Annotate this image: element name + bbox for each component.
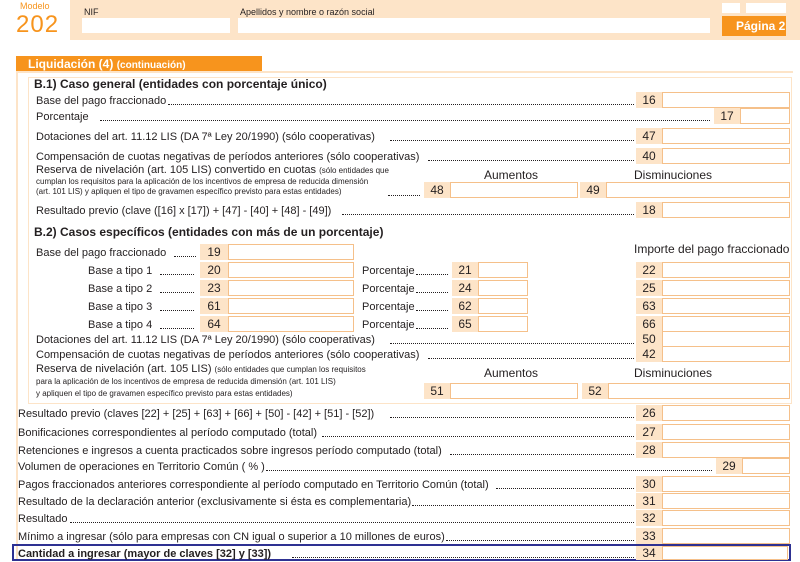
b2-res-small: (sólo entidades que cumplan los requisitos	[214, 365, 366, 374]
leader-dots	[322, 436, 634, 437]
summary-label: Resultado	[18, 513, 68, 525]
b2-row-imp-field[interactable]	[662, 280, 790, 296]
box-number: 48	[424, 182, 450, 198]
b2-comp-field[interactable]	[662, 346, 790, 362]
box-number: 62	[452, 298, 478, 314]
b2-res-main: Reserva de nivelación (art. 105 LIS)	[36, 363, 212, 375]
b1-result-field[interactable]	[662, 202, 790, 218]
box-number: 19	[200, 244, 228, 260]
b2-row-pct-label: Porcentaje	[362, 265, 415, 277]
b2-row-pct-label: Porcentaje	[362, 319, 415, 331]
box-number: 65	[452, 316, 478, 332]
leader-dots	[446, 540, 634, 541]
b1-res-line1	[36, 163, 389, 178]
box-number: 20	[200, 262, 228, 278]
leader-dots	[266, 470, 712, 471]
header-spacer-box	[722, 3, 740, 13]
b2-aumentos: Aumentos	[484, 366, 539, 380]
box-number: 21	[452, 262, 478, 278]
name-field[interactable]	[238, 18, 710, 33]
b1-result-label: Resultado previo (clave ([16] x [17]) + [47] - [40] + [48] - [49])	[36, 205, 332, 217]
leader-dots	[390, 343, 634, 344]
nif-field[interactable]	[82, 18, 230, 33]
summary-label: Volumen de operaciones en Territorio Común ( % )	[18, 461, 265, 473]
summary-field[interactable]	[742, 458, 790, 474]
b2-comp-label: Compensación de cuotas negativas de períodos anteriores (sólo cooperativas)	[36, 349, 420, 361]
section-title-main: Liquidación (4)	[28, 57, 114, 71]
b2-row-imp-field[interactable]	[662, 298, 790, 314]
box-number: 25	[636, 280, 662, 296]
leader-dots	[168, 104, 634, 105]
leader-dots	[160, 328, 194, 329]
b2-row-label: Base a tipo 4	[88, 319, 153, 331]
box-number: 52	[582, 383, 608, 399]
box-number: 34	[636, 546, 662, 560]
box-number: 30	[636, 476, 662, 492]
leader-dots	[390, 417, 634, 418]
b1-base-field[interactable]	[662, 92, 790, 108]
b2-row-imp-field[interactable]	[662, 316, 790, 332]
leader-dots	[160, 292, 194, 293]
b1-disminuciones: Disminuciones	[634, 168, 713, 182]
leader-dots	[416, 310, 448, 311]
leader-dots	[416, 292, 448, 293]
box-number: 50	[636, 331, 662, 347]
b2-dot-field[interactable]	[662, 331, 790, 347]
b2-base-field[interactable]	[228, 244, 354, 260]
nif-label: NIF	[84, 7, 99, 17]
b1-disminuciones-field[interactable]	[606, 182, 790, 198]
box-number: 33	[636, 528, 662, 544]
box-number: 27	[636, 424, 662, 440]
leader-dots	[428, 160, 634, 161]
leader-dots	[160, 274, 194, 275]
box-number: 17	[714, 108, 740, 124]
box-number: 49	[580, 182, 606, 198]
leader-dots	[416, 328, 448, 329]
box-number: 47	[636, 128, 662, 144]
leader-dots	[292, 557, 634, 558]
box-number: 66	[636, 316, 662, 332]
leader-dots	[174, 256, 196, 257]
box-number: 22	[636, 262, 662, 278]
box-number: 63	[636, 298, 662, 314]
box-number: 24	[452, 280, 478, 296]
b1-dot-label: Dotaciones del art. 11.12 LIS (DA 7ª Ley 20/1990) (sólo cooperativas)	[36, 131, 375, 143]
form-header	[0, 0, 800, 48]
b1-aumentos-field[interactable]	[450, 182, 578, 198]
summary-label: Mínimo a ingresar (sólo para empresas con CN igual o superior a 10 millones de euros)	[18, 531, 445, 543]
box-number: 32	[636, 510, 662, 526]
box-number: 61	[200, 298, 228, 314]
b2-disminuciones-field[interactable]	[608, 383, 790, 399]
leader-dots	[342, 214, 634, 215]
summary-field[interactable]	[662, 442, 790, 458]
b1-res-line3: (art. 101 LIS) y apliquen el tipo de gravamen específico previsto para estas entidades)	[36, 187, 342, 196]
b2-res-line1	[36, 362, 366, 377]
b2-heading: B.2) Casos específicos (entidades con más de un porcentaje)	[34, 225, 384, 239]
b2-base-label: Base del pago fraccionado	[36, 247, 167, 259]
leader-dots	[412, 505, 634, 506]
summary-field[interactable]	[662, 405, 790, 421]
box-number: 31	[636, 493, 662, 509]
b1-dot-field[interactable]	[662, 128, 790, 144]
box-number: 18	[636, 202, 662, 218]
summary-field[interactable]	[662, 424, 790, 440]
b2-res-line2: para la aplicación de los incentivos de empresa de reducida dimensión (art. 101 LIS)	[36, 377, 336, 386]
leader-dots	[70, 522, 634, 523]
b1-base-label: Base del pago fraccionado	[36, 95, 167, 107]
b2-row-label: Base a tipo 3	[88, 301, 153, 313]
box-number: 42	[636, 346, 662, 362]
b2-res-line3: y apliquen el tipo de gravamen específico previsto para estas entidades)	[36, 389, 293, 398]
modelo-label: Modelo	[20, 1, 50, 11]
box-number: 28	[636, 442, 662, 458]
b2-aumentos-field[interactable]	[450, 383, 578, 399]
b2-row-base-field[interactable]	[228, 316, 354, 332]
box-number: 51	[424, 383, 450, 399]
leader-dots	[100, 120, 710, 121]
box-number: 40	[636, 148, 662, 164]
b2-row-base-field[interactable]	[228, 262, 354, 278]
b2-row-pct-field[interactable]	[478, 316, 528, 332]
b2-row-pct-label: Porcentaje	[362, 283, 415, 295]
summary-label: Pagos fraccionados anteriores correspondiente al período computado en Territorio Común (total)	[18, 479, 489, 491]
summary-label: Resultado de la declaración anterior (exclusivamente si ésta es complementaria)	[18, 496, 412, 508]
b2-disminuciones: Disminuciones	[634, 366, 713, 380]
box-number: 29	[716, 458, 742, 474]
leader-dots	[496, 488, 634, 489]
section-title	[28, 57, 186, 71]
b2-row-pct-label: Porcentaje	[362, 301, 415, 313]
page-label: Página 2	[736, 19, 786, 33]
b1-pct-label: Porcentaje	[36, 111, 89, 123]
leader-dots	[428, 358, 634, 359]
b1-res-small: (sólo entidades que	[319, 166, 389, 175]
b2-row-label: Base a tipo 2	[88, 283, 153, 295]
b2-row-base-field[interactable]	[228, 298, 354, 314]
box-number: 23	[200, 280, 228, 296]
leader-dots	[416, 274, 448, 275]
summary-field[interactable]	[662, 493, 790, 509]
header-spacer-box	[746, 3, 786, 13]
total-label: Cantidad a ingresar (mayor de claves [32] y [33])	[18, 548, 272, 560]
leader-dots	[160, 310, 194, 311]
summary-field[interactable]	[662, 510, 790, 526]
name-label: Apellidos y nombre o razón social	[240, 7, 375, 17]
b1-heading: B.1) Caso general (entidades con porcentaje único)	[34, 77, 327, 91]
b2-dot-label: Dotaciones del art. 11.12 LIS (DA 7ª Ley 20/1990) (sólo cooperativas)	[36, 334, 375, 346]
b2-row-label: Base a tipo 1	[88, 265, 153, 277]
summary-field[interactable]	[662, 528, 790, 544]
box-number: 26	[636, 405, 662, 421]
b1-res-line2: cumplan los requisitos para la aplicación de los incentivos de empresa de reducida dimensión	[36, 177, 369, 186]
b1-comp-label: Compensación de cuotas negativas de períodos anteriores (sólo cooperativas)	[36, 151, 420, 163]
b2-row-pct-field[interactable]	[478, 262, 528, 278]
summary-label: Resultado previo (claves [22] + [25] + [63] + [66] + [50] - [42] + [51] - [52])	[18, 408, 375, 420]
leader-dots	[388, 195, 420, 196]
b1-res-main: Reserva de nivelación (art. 105 LIS) convertido en cuotas	[36, 164, 317, 176]
b1-aumentos: Aumentos	[484, 168, 539, 182]
box-number: 64	[200, 316, 228, 332]
summary-label: Retenciones e ingresos a cuenta practicados sobre ingresos período computado (total)	[18, 445, 442, 457]
b2-row-pct-field[interactable]	[478, 298, 528, 314]
b1-pct-field[interactable]	[740, 108, 790, 124]
leader-dots	[390, 140, 634, 141]
b1-comp-field[interactable]	[662, 148, 790, 164]
leader-dots	[450, 454, 634, 455]
b2-row-imp-field[interactable]	[662, 262, 790, 278]
total-field[interactable]	[662, 546, 788, 560]
section-title-sub: (continuación)	[116, 60, 186, 71]
b2-row-base-field[interactable]	[228, 280, 354, 296]
summary-field[interactable]	[662, 476, 790, 492]
modelo-number: 202	[16, 11, 60, 38]
box-number: 16	[636, 92, 662, 108]
b2-row-pct-field[interactable]	[478, 280, 528, 296]
b2-importe-label: Importe del pago fraccionado	[634, 242, 790, 256]
summary-label: Bonificaciones correspondientes al período computado (total)	[18, 427, 318, 439]
